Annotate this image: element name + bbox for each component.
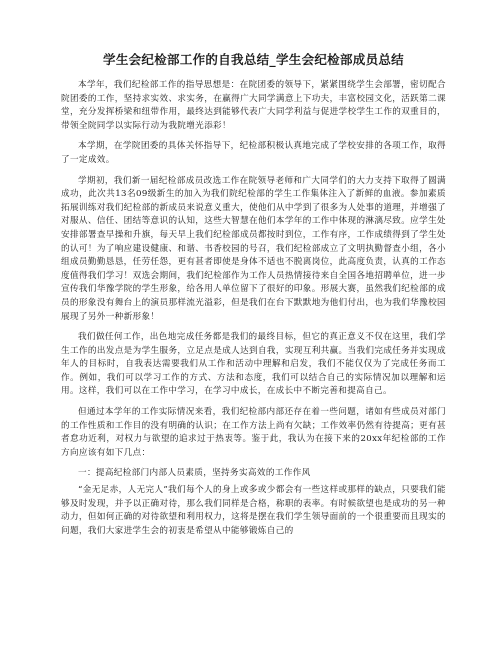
document-title: 学生会纪检部工作的自我总结_学生会纪检部成员总结 <box>103 52 404 67</box>
paragraph-point-one-body: “金无足赤，人无完人”我们每个人的身上或多或少都会有一些这样或那样的缺点，只要我们能够及时发现，并予以正确对待，那么我们同样是合格，称职的表率。有时候欲望也是成功的另一种动力，但如何正确的对待欲望和利用权力，这将是摆在我们学生领导面前的一个很重要而且现实的问题，我们大家进学生会的初衷是希望从中能够锻炼自己的 <box>61 485 446 536</box>
paragraph-work-meaning: 我们做任何工作，出色地完成任务都是我们的最终目标，但它的真正意义不仅在这里，我们学生工作的出发点是为学生服务，立足点是成人达到自我，实现互利共赢。当我们完成任务并实现成年人的目标时，自我表达需要我们从工作和活动中理解和启发，我们不能仅仅为了完成任务而工作。例如，我们可以学习工作的方式、方法和态度，我们可以结合自己的实际情况加以理解和运用。这样，我们可以在工作中学习，在学习中成长，在成长中不断完善和提高自己。 <box>61 332 446 397</box>
paragraph-guiding-thought: 本学年，我们纪检部工作的指导思想是：在院团委的领导下，紧紧围绕学生会部署，密切配合院团委的工作，坚持求实效、求实务，在赢得广大同学满意上下功夫，丰富校园文化，活跃第二课堂，充分发挥桥梁和纽带作用，最终达到能够代表广大同学利益与促进学校学生工作的双重目的，带领全院同学以实际行动为我院增光添彩！ <box>61 80 446 131</box>
paragraph-problems: 但通过本学年的工作实际情况来看，我们纪检部内部还存在着一些问题，诸如有些成员对部门的工作性质和工作目的没有明确的认识；在工作方法上尚有欠缺；工作效率仍然有待提高；更有甚者怠功近利，对权力与欲望的追求过于热衷等。鉴于此，我认为在接下来的20xx年纪检部的工作方向应该有如下几点： <box>61 407 446 458</box>
paragraph-semester-work: 学期初，我们新一届纪检部成员改选工作在院领导老师和广大同学们的大力支持下取得了圆满成功，此次共13名09级新生的加入为我们院纪检部的学生工作集体注入了新鲜的血液。参加素质拓展训练对我们纪检部的新成员来说意义重大，使他们从中学到了很多为人处事的道理，并增强了对服从、信任、团结等意识的认知，这些大智慧在他们本学年的工作中体现的淋漓尽致。应学生处安排部署查早操和升旗，每天早上我们纪检部成员都按时到位，工作有序，工作成绩得到了学生处的认可！为了响应建设健康、和谐、书香校园的号召，我们纪检部成立了文明执勤督查小组，各小组成员勤勤恳恳，任劳任怨，更有甚者即使是身体不适也不脱离岗位，此高度负责，认真的工作态度值得我们学习！双选会期间，我们纪检部作为工作人员热情接待来自全国各地招聘单位，进一步宣传我们华豫学院的学生形象，给各用人单位留下了很好的印象。形展大赛，虽然我们纪检部的成员的形象没有舞台上的演员那样流光溢彩，但是我们在台下默默地为他们付出，也为我们华豫校园展现了另外一种新形象！ <box>61 175 446 322</box>
paragraph-point-one-heading: 一：提高纪检部门内部人员素质，坚持务实高效的工作作风 <box>78 468 311 479</box>
paragraph-semester-summary: 本学期，在学院团委的具体关怀指导下，纪检部积极认真地完成了学校安排的各项工作，取得了一定成效。 <box>61 141 446 165</box>
